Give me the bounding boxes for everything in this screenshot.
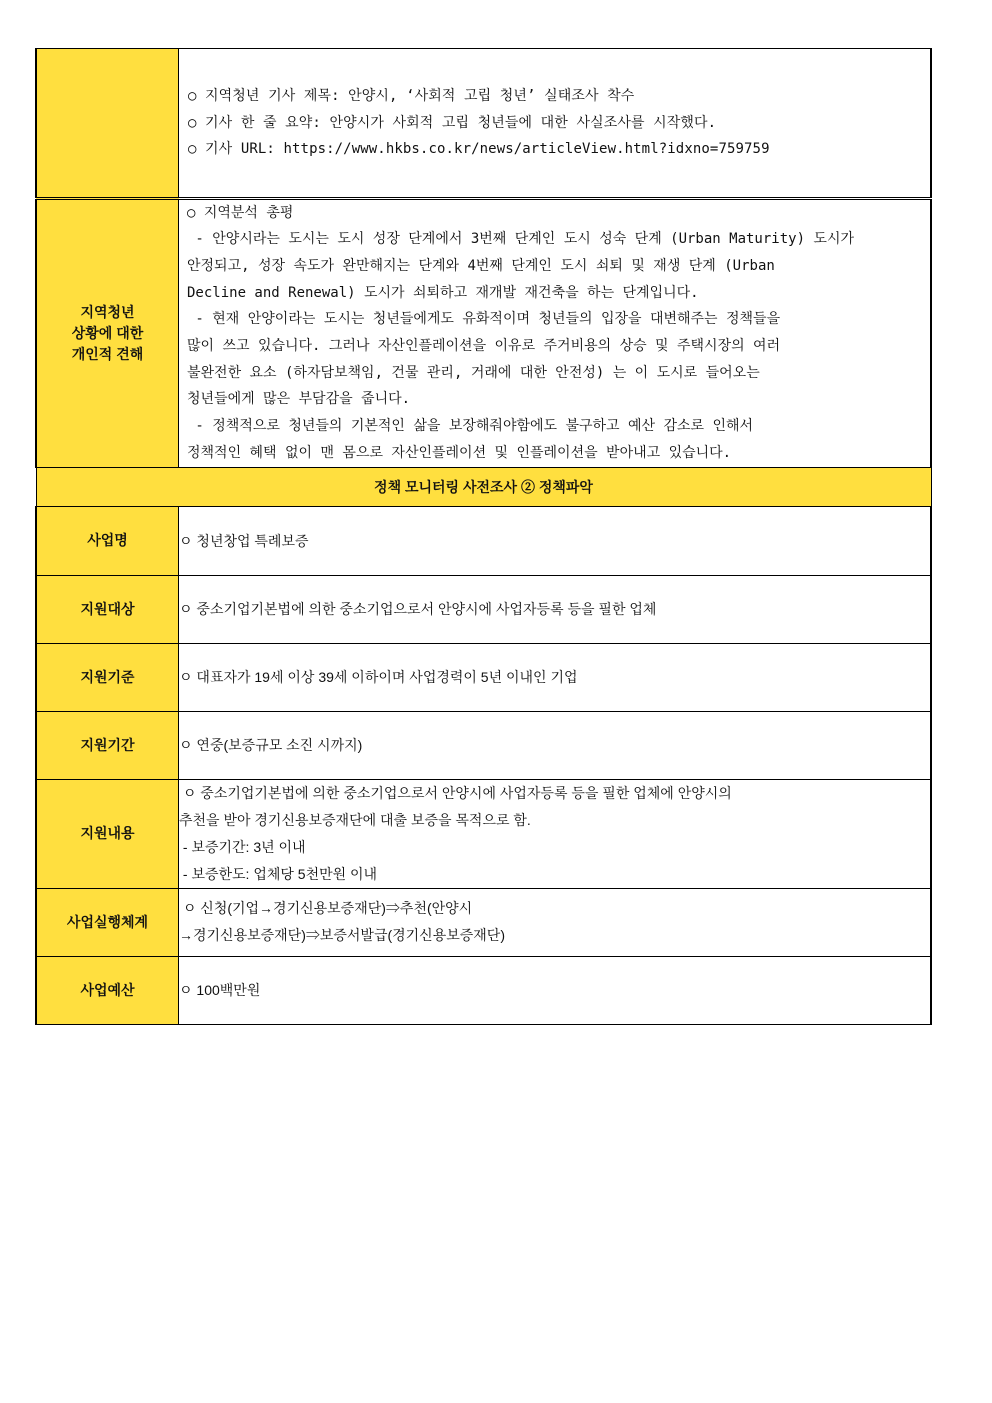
policy-period-row (36, 711, 931, 779)
opinion-row (36, 198, 931, 467)
article-title-line: ○ 지역청년 기사 제목: 안양시, ‘사회적 고립 청년’ 실태조사 착수 (188, 88, 635, 104)
policy-criteria-value: ㅇ 대표자가 19세 이상 39세 이하이며 사업경력이 5년 이내인 기업 (179, 643, 932, 711)
policy-content-line: - 보증기간: 3년 이내 (179, 838, 306, 855)
policy-target-label: 지원대상 (36, 575, 179, 643)
article-row (36, 49, 931, 199)
policy-budget-label: 사업예산 (36, 956, 179, 1024)
policy-content-row (36, 779, 931, 888)
policy-system-label: 사업실행체계 (36, 888, 179, 956)
policy-content-value (179, 779, 932, 888)
article-summary-line: ○ 기사 한 줄 요약: 안양시가 사회적 고립 청년들에 대한 사실조사를 시작했다. (188, 114, 717, 131)
opinion-line: - 현재 안양이라는 도시는 청년들에게도 유화적이며 청년들의 입장을 대변해주는 정책들을 (187, 311, 781, 328)
policy-name-value: ㅇ 청년창업 특례보증 (179, 506, 932, 575)
policy-target-row (36, 575, 931, 643)
policy-criteria-label: 지원기준 (36, 643, 179, 711)
policy-budget-row (36, 956, 931, 1024)
opinion-label-cell (36, 198, 179, 467)
policy-content-line: 추천을 받아 경기신용보증재단에 대출 보증을 목적으로 함. (179, 811, 531, 828)
policy-content-label: 지원내용 (36, 779, 179, 888)
policy-content-line: - 보증한도: 업체당 5천만원 이내 (179, 865, 378, 882)
policy-period-value: ㅇ 연중(보증규모 소진 시까지) (179, 711, 932, 779)
opinion-line: - 정책적으로 청년들의 기본적인 삶을 보장해줘야함에도 불구하고 예산 감소로 인해서 (187, 418, 754, 435)
policy-system-value (179, 888, 932, 956)
article-label-cell (36, 49, 179, 199)
opinion-label-line: 지역청년 (80, 303, 135, 320)
section-title: 정책 모니터링 사전조사 ② 정책파악 (36, 467, 931, 506)
policy-content-line: ㅇ 중소기업기본법에 의한 중소기업으로서 안양시에 사업자등록 등을 필한 업체에 안양시의 (179, 784, 732, 801)
opinion-line: 불완전한 요소 (하자담보책임, 건물 관리, 거래에 대한 안전성) 는 이 도시로 들어오는 (187, 364, 760, 381)
article-content-cell (179, 49, 932, 199)
opinion-label-line: 상황에 대한 (71, 324, 144, 341)
policy-criteria-row (36, 643, 931, 711)
policy-system-line: ㅇ 신청(기업→경기신용보증재단)⇒추천(안양시 (179, 900, 473, 917)
policy-name-label: 사업명 (36, 506, 179, 575)
opinion-line: - 안양시라는 도시는 도시 성장 단계에서 3번째 단계인 도시 성숙 단계 (Urban Maturity) 도시가 (187, 231, 855, 248)
policy-period-label: 지원기간 (36, 711, 179, 779)
opinion-label-line: 개인적 견해 (71, 345, 144, 362)
opinion-line: 많이 쓰고 있습니다. 그러나 자산인플레이션을 이유로 주거비용의 상승 및 주택시장의 여러 (187, 338, 781, 355)
opinion-line: ○ 지역분석 총평 (187, 204, 294, 221)
opinion-content-cell (179, 198, 932, 467)
policy-target-value: ㅇ 중소기업기본법에 의한 중소기업으로서 안양시에 사업자등록 등을 필한 업체 (179, 575, 932, 643)
policy-system-line: →경기신용보증재단)⇒보증서발급(경기신용보증재단) (179, 927, 505, 944)
policy-name-row (36, 506, 931, 575)
policy-budget-value: ㅇ 100백만원 (179, 956, 932, 1024)
policy-system-row (36, 888, 931, 956)
section-header-row (36, 467, 931, 506)
opinion-line: 정책적인 혜택 없이 맨 몸으로 자산인플레이션 및 인플레이션을 받아내고 있습니다. (187, 444, 732, 461)
opinion-line: 청년들에게 많은 부담감을 줍니다. (187, 391, 411, 408)
opinion-line: Decline and Renewal) 도시가 쇠퇴하고 재개발 재건축을 하는 단계입니다. (187, 284, 699, 301)
policy-document-table (35, 48, 932, 1025)
article-url-line: ○ 기사 URL: https://www.hkbs.co.kr/news/articleView.html?idxno=759759 (188, 141, 770, 157)
opinion-line: 안정되고, 성장 속도가 완만해지는 단계와 4번째 단계인 도시 쇠퇴 및 재생 단계 (Urban (187, 257, 775, 274)
